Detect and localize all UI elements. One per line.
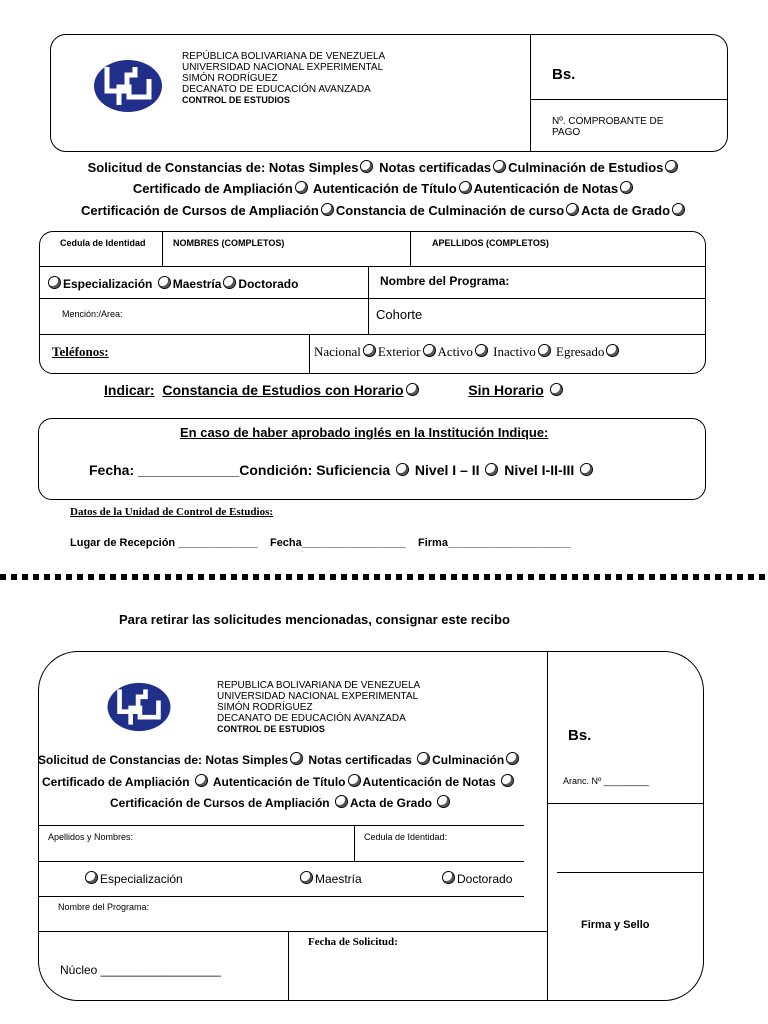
- radio-notas-simples[interactable]: [360, 160, 373, 173]
- radio-autenticacion-titulo[interactable]: [459, 181, 472, 194]
- radio-nivel-1-2[interactable]: [485, 463, 498, 476]
- telefonos-label: Teléfonos:: [52, 344, 109, 359]
- receipt-header-institution: [217, 680, 420, 735]
- cohorte-label: Cohorte: [376, 307, 423, 322]
- col-divider: [162, 231, 163, 266]
- receipt-programa-label: Nombre del Programa:: [58, 902, 150, 912]
- radio-maestria[interactable]: [300, 871, 313, 884]
- row-divider: [38, 825, 524, 826]
- radio-especializacion[interactable]: [85, 871, 98, 884]
- radio-certificado-ampliacion[interactable]: [295, 181, 308, 194]
- radio-inactivo[interactable]: [538, 344, 551, 357]
- header-dept: CONTROL DE ESTUDIOS: [217, 724, 325, 734]
- receipt-firma-sello: Firma y Sello: [581, 919, 650, 931]
- university-logo-icon: [106, 682, 172, 732]
- receipt-nucleo: Núcleo __________________: [60, 963, 221, 977]
- row-divider: [557, 872, 704, 873]
- radio-certificado-ampliacion[interactable]: [195, 774, 208, 787]
- radio-acta-grado[interactable]: [672, 203, 685, 216]
- solicitud-line-2: Certificado de Ampliación Autenticación de Título Autenticación de Notas: [0, 181, 768, 196]
- receipt-fecha-solicitud: Fecha de Solicitud:: [308, 936, 398, 948]
- radio-doctorado[interactable]: [442, 871, 455, 884]
- radio-nivel-1-2-3[interactable]: [580, 463, 593, 476]
- header-line: REPÚBLICA BOLIVARIANA DE VENEZUELA: [182, 51, 386, 62]
- row-divider: [38, 931, 547, 932]
- header-dept: CONTROL DE ESTUDIOS: [182, 95, 290, 105]
- receipt-doctorado: Doctorado: [440, 871, 512, 886]
- receipt-instruction: Para retirar las solicitudes mencionadas, consignar este recibo: [119, 612, 510, 627]
- row-divider: [38, 896, 524, 897]
- radio-activo[interactable]: [475, 344, 488, 357]
- ingles-row: Fecha: _____________Condición: Suficiencia Nivel I – II Nivel I-II-III: [89, 462, 595, 478]
- col-divider: [309, 334, 310, 374]
- unidad-row: Lugar de Recepción _____________ Fecha_________________ Firma____________________: [70, 537, 571, 549]
- mencion-label: Mención:/Area:: [62, 309, 123, 319]
- university-logo-icon: [93, 59, 163, 113]
- bs-label: Bs.: [552, 66, 576, 83]
- radio-especializacion[interactable]: [48, 276, 61, 289]
- apellidos-label: APELLIDOS (COMPLETOS): [432, 238, 549, 248]
- receipt-cedula-label: Cedula de Identidad:: [364, 832, 448, 842]
- row-divider: [38, 861, 524, 862]
- receipt-apellidos-label: Apellidos y Nombres:: [48, 832, 134, 842]
- header-divider: [530, 34, 531, 152]
- radio-autenticacion-titulo[interactable]: [348, 774, 361, 787]
- radio-autenticacion-notas[interactable]: [501, 774, 514, 787]
- radio-cursos-ampliacion[interactable]: [321, 203, 334, 216]
- receipt-col-divider: [547, 651, 548, 1001]
- ingles-title: En caso de haber aprobado inglés en la Institución Indique:: [180, 425, 549, 440]
- radio-autenticacion-notas[interactable]: [620, 181, 633, 194]
- programa-label: Nombre del Programa:: [380, 274, 510, 288]
- comprobante-label: Nº. COMPROBANTE DE PAGO: [552, 116, 664, 138]
- radio-culminacion[interactable]: [665, 160, 678, 173]
- receipt-solicitud-line-3: Certificación de Cursos de Ampliación Acta de Grado: [110, 795, 452, 810]
- col-divider: [354, 825, 355, 861]
- radio-doctorado[interactable]: [223, 276, 236, 289]
- radio-culminacion[interactable]: [506, 752, 519, 765]
- radio-notas-certificadas[interactable]: [493, 160, 506, 173]
- radio-exterior[interactable]: [423, 344, 436, 357]
- receipt-especializacion: Especialización: [83, 871, 183, 886]
- header-institution: [182, 51, 385, 106]
- radio-sin-horario[interactable]: [550, 383, 563, 396]
- header-line: SIMÓN RODRÍGUEZ: [217, 702, 313, 713]
- header-line: DECANATO DE EDUCACIÓN AVANZADA: [182, 84, 371, 95]
- cut-line: [0, 574, 768, 580]
- levels-row: Especialización Maestría Doctorado: [46, 276, 298, 291]
- radio-suficiencia[interactable]: [396, 463, 409, 476]
- radio-constancia-culminacion[interactable]: [566, 203, 579, 216]
- radio-maestria[interactable]: [158, 276, 171, 289]
- header-line: UNIVERSIDAD NACIONAL EXPERIMENTAL: [217, 691, 419, 702]
- header-right-divider: [530, 99, 728, 100]
- header-line: REPUBLICA BOLIVARIANA DE VENEZUELA: [217, 680, 421, 691]
- radio-con-horario[interactable]: [406, 383, 419, 396]
- receipt-maestria: Maestría: [298, 871, 362, 886]
- nombres-label: NOMBRES (COMPLETOS): [173, 238, 285, 248]
- cedula-label: Cedula de Identidad: [60, 238, 146, 248]
- row-divider: [39, 334, 706, 335]
- radio-cursos-ampliacion[interactable]: [335, 795, 348, 808]
- header-line: DECANATO DE EDUCACIÓN AVANZADA: [217, 713, 406, 724]
- header-line: UNIVERSIDAD NACIONAL EXPERIMENTAL: [182, 62, 384, 73]
- row-divider: [547, 803, 704, 804]
- radio-acta-grado[interactable]: [437, 795, 450, 808]
- receipt-bs: Bs.: [568, 727, 592, 744]
- radio-egresado[interactable]: [606, 344, 619, 357]
- indicar-row: Indicar: Constancia de Estudios con Horario Sin Horario: [104, 382, 565, 398]
- radio-nacional[interactable]: [363, 344, 376, 357]
- radio-notas-simples[interactable]: [290, 752, 303, 765]
- receipt-aranc: Aranc. Nº _________: [563, 776, 649, 786]
- row-divider: [39, 298, 706, 299]
- unidad-title: Datos de la Unidad de Control de Estudios:: [70, 506, 274, 518]
- solicitud-line-1: Solicitud de Constancias de: Notas Simples Notas certificadas Culminación de Estudios: [0, 160, 768, 175]
- receipt-solicitud-line-1: Solicitud de Constancias de: Notas Simples Notas certificadas Culminación: [38, 752, 521, 767]
- receipt-solicitud-line-2: Certificado de Ampliación Autenticación de Título Autenticación de Notas: [42, 774, 516, 789]
- col-divider: [410, 231, 411, 266]
- solicitud-line-3: Certificación de Cursos de Ampliación Constancia de Culminación de curso Acta de Grado: [0, 203, 768, 218]
- radio-notas-certificadas[interactable]: [417, 752, 430, 765]
- col-divider: [288, 931, 289, 1001]
- header-line: SIMÓN RODRÍGUEZ: [182, 73, 278, 84]
- row-divider: [39, 266, 706, 267]
- col-divider: [368, 266, 369, 334]
- status-row: Nacional Exterior Activo Inactivo Egresado: [314, 344, 621, 360]
